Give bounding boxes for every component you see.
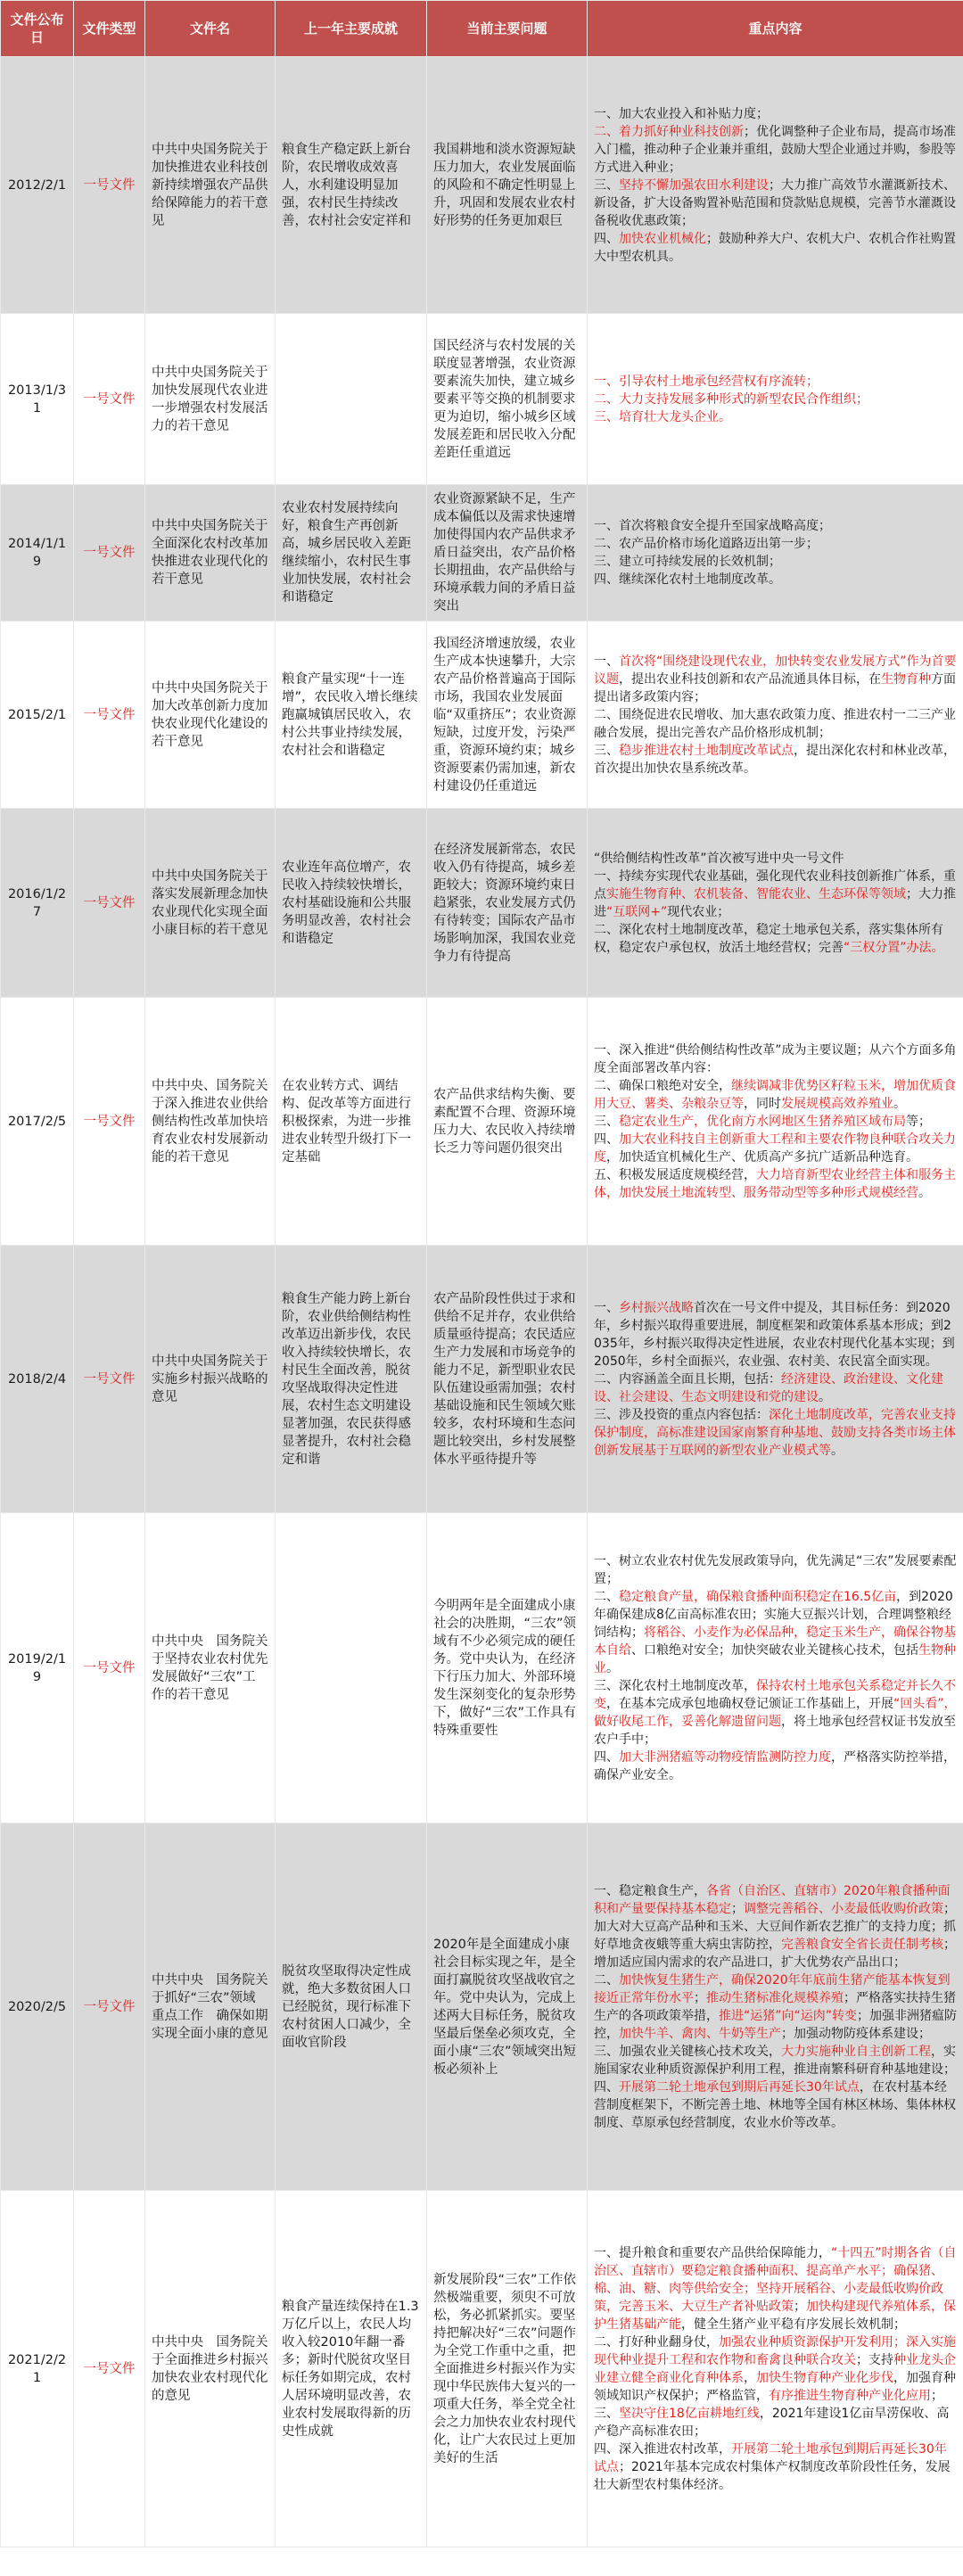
key-point-text: 三、 <box>594 2406 619 2421</box>
key-point-highlight: 大力培育新型农业经营主体和服务主体，加快发展土地流转型、服务带动型等多种形式规模经营 <box>594 1167 956 1200</box>
key-point-text: 二、围绕促进农民增收、加大惠农政策力度、推进农村一二三产业融合发展，提出完善农产品价格形成机制； <box>594 707 956 740</box>
table-header-row <box>1 1 963 57</box>
key-point-text: 一、 <box>594 1300 619 1315</box>
key-point <box>594 2333 957 2405</box>
key-point-text: 一、树立农业农村优先发展政策导向，优先满足“三农”发展要素配置； <box>594 1553 957 1586</box>
key-point-text: 三、 <box>594 743 619 758</box>
key-point-text: 等； <box>906 1114 931 1129</box>
key-point-highlight: 稳定粮食产量，确保粮食播种面积稳定在16.5亿亩 <box>619 1589 897 1604</box>
key-point-text: 二、农产品价格市场化道路迈出第一步； <box>594 537 819 551</box>
table-row <box>1 998 963 1246</box>
key-point-text: ；增加适应国内需求的农产品进口，扩大优势农产品出口； <box>594 1937 956 1970</box>
key-point <box>594 742 957 778</box>
cell-achievement: 粮食产量连续保持在1.3万亿斤以上，农民人均收入较2010年翻一番多；新时代脱贫攻坚目标任务如期完成，农村人居环境明显改善，农业农村发展取得新的历史性成就 <box>276 2191 427 2547</box>
key-point <box>594 1041 957 1077</box>
key-point <box>594 1113 957 1131</box>
cell-date: 2013/1/31 <box>1 314 74 485</box>
key-point-highlight: 加快农业机械化 <box>619 231 706 246</box>
key-point-text: ； <box>731 1901 744 1916</box>
key-point-highlight: 生物育种 <box>881 671 931 687</box>
key-point-text: ， <box>744 2370 756 2385</box>
cell-key-content <box>588 1513 963 1823</box>
key-point <box>594 230 957 266</box>
cell-name: 中共中央 国务院关于全面推进乡村振兴加快农业农村现代化的意见 <box>145 2191 276 2547</box>
key-point-text: ，在基本完成承包地确权登记颁证工作基础上，开展 <box>606 1696 893 1711</box>
key-point-highlight: “三权分置”办法。 <box>844 940 944 955</box>
key-point <box>594 1370 957 1406</box>
key-point <box>594 177 957 230</box>
key-point-text: 五、积极发展适度规模经营， <box>594 1167 756 1182</box>
key-point-text: ，加强育种领域知识产权保护；严格监管， <box>594 2370 956 2403</box>
header-problems: 当前主要问题 <box>427 1 588 57</box>
cell-type: 一号文件 <box>74 809 145 998</box>
key-point-text: 一、提升粮食和重要农产品供给保障能力， <box>594 2245 831 2260</box>
key-point <box>594 105 957 123</box>
key-point-text: 四、 <box>594 1132 619 1147</box>
key-point-highlight: 一、引导农村土地承包经营权有序流转； <box>594 374 819 389</box>
cell-key-content <box>588 2191 963 2547</box>
cell-problem: 新发展阶段“三农”工作依然极端重要，须臾不可放松，务必抓紧抓实。要坚持把解决好“三农”问题作为全党工作重中之重，把全面推进乡村振兴作为实现中华民族伟大复兴的一项重大任务，举全党全社会之力加快农业农村现代化，让广大农民过上更加美好的生活 <box>427 2191 588 2547</box>
key-point-text: ；鼓励种养大户、农机大户、农机合作社购置大中型农机具。 <box>594 231 956 264</box>
key-point-text: 一、深入推进“供给侧结构性改革”成为主要议题；从六个方面多角度全面部署改革内容： <box>594 1042 957 1075</box>
key-point-text: ；严格落实扶持生猪生产的各项政策举措， <box>594 1990 956 2023</box>
cell-type: 一号文件 <box>74 314 145 485</box>
cell-name: 中共中央国务院关于实施乡村振兴战略的意见 <box>145 1246 276 1513</box>
key-point <box>594 1552 957 1588</box>
key-point-text: 二、内容涵盖全面且长期，包括： <box>594 1371 781 1387</box>
cell-problem: 农业资源紧缺不足，生产成本偏低以及需求快速增加使得国内农产品供求矛盾日益突出，农产品价格长期扭曲，农产品供给与环境承载力间的矛盾日益突出 <box>427 485 588 621</box>
key-point-highlight: 深化土地制度改革，完善农业支持保护制度，高标准建设国家南繁育种基地、鼓励支持各类市场主体创新发展基于互联网的新型农业产业模式等 <box>594 1407 956 1458</box>
key-point-text: 三、 <box>594 177 619 193</box>
table-row <box>1 809 963 998</box>
key-point-text: ，实施国家农业种质资源保护利用工程，推进南繁科研育种基地建设； <box>594 2044 956 2077</box>
key-point-highlight: 加快恢复生猪生产，确保2020年年底前生猪产能基本恢复到接近正常年份水平 <box>594 1972 951 2005</box>
table-row <box>1 621 963 809</box>
key-point <box>594 1166 957 1202</box>
key-point-text: 四、 <box>594 1749 619 1765</box>
cell-type: 一号文件 <box>74 998 145 1246</box>
header-key: 重点内容 <box>588 1 963 57</box>
key-point-highlight: 加快牛羊、禽肉、牛奶等生产 <box>619 2026 781 2041</box>
key-point-text: 四、深入推进农村改革， <box>594 2441 731 2457</box>
cell-achievement: 农业农村发展持续向好，粮食生产再创新高，城乡居民收入差距继续缩小，农村民生事业加快发展，农村社会和谐稳定 <box>276 485 427 621</box>
key-point <box>594 1749 957 1784</box>
key-point <box>594 1882 957 1971</box>
key-point-text: ，加快适宜机械化生产、优质高产多抗广适新品种选育。 <box>606 1149 918 1165</box>
key-point-text: 二、确保口粮绝对安全， <box>594 1078 731 1093</box>
key-point-text: ；大力推进 <box>594 886 956 919</box>
key-point-text: ； <box>694 1990 706 2005</box>
key-point-text: 三、建立可持续发展的长效机制； <box>594 555 781 569</box>
key-point-highlight: 调整完善稻谷、小麦最低收购价政策 <box>744 1901 943 1916</box>
key-point-highlight: 加强农业种质资源保护开发利用；深入实施现代种业提升工程和农作物和畜禽良种联合攻关 <box>594 2334 956 2367</box>
key-point-highlight: 开展第二轮土地承包到期后再延长30年试点 <box>594 2441 947 2474</box>
key-point-highlight: 加大非洲猪瘟等动物疫情监测防控力度 <box>619 1749 831 1765</box>
key-point-highlight: 稳步推进农村土地制度改革试点 <box>619 743 794 758</box>
key-point-highlight: 种业龙头企业建立健全商业化育种体系 <box>594 2352 956 2385</box>
header-date: 文件公布日 <box>1 1 74 57</box>
key-point-text: 方面提出诸多政策内容； <box>594 671 956 704</box>
key-point-text: 二、 <box>594 1972 619 1988</box>
key-point-text: 四、 <box>594 231 619 246</box>
key-point <box>594 2405 957 2440</box>
key-point-text: ；大力推广高效节水灌溉新技术、新设备，扩大设备购置补贴范围和贷款贴息规模，完善节水灌溉设备税收优惠政策； <box>594 177 956 228</box>
key-point <box>594 1588 957 1677</box>
key-point <box>594 921 957 957</box>
key-point <box>594 850 957 868</box>
key-point-text: 。 <box>606 1660 619 1675</box>
cell-key-content <box>588 57 963 314</box>
key-point-highlight: “十四五”时期各省（自治区、直辖市）要稳定粮食播种面积、提高单产水平；确保猪、棉、油、糖、肉等供给安全；坚持开展稻谷、小麦最低收购价政策，完善玉米、大豆生产者补贴政策 <box>594 2245 957 2314</box>
key-point-text: 二、深化农村土地制度改革，稳定土地承包关系，落实集体所有权，稳定农户承包权，放活土地经营权；完善 <box>594 922 943 955</box>
cell-name: 中共中央国务院关于加快发展现代农业进一步增强农村发展活力的若干意见 <box>145 314 276 485</box>
key-point-highlight: 加大农业科技自主创新重大工程和主要农作物良种联合攻关力度 <box>594 1132 956 1165</box>
table-row <box>1 1246 963 1513</box>
key-point <box>594 2244 957 2333</box>
cell-problem: 2020年是全面建成小康社会目标实现之年，是全面打赢脱贫攻坚战收官之年。党中央认为，完成上述两大目标任务，脱贫攻坚最后堡垒必须攻克，全面小康“三农”领域突出短板必须补上 <box>427 1823 588 2191</box>
cell-name: 中共中央国务院关于全面深化农村改革加快推进农业现代化的若干意见 <box>145 485 276 621</box>
table-row <box>1 57 963 314</box>
key-point-highlight: 将稻谷、小麦作为必保品种，稳定玉米生产，确保谷物基本自给 <box>594 1625 956 1658</box>
key-point-text: 。 <box>918 1185 931 1200</box>
cell-key-content <box>588 621 963 809</box>
key-point <box>594 517 957 535</box>
key-point-text: 一、稳定粮食生产， <box>594 1883 706 1898</box>
cell-problem: 我国经济增速放缓，农业生产成本快速攀升，大宗农产品价格普遍高于国际市场，我国农业发展面临“双重挤压”；农业资源短缺，过度开发，污染严重，资源环境约束；城乡资源要素仍需加速，新农村建设仍任重道远 <box>427 621 588 809</box>
cell-date: 2016/1/27 <box>1 809 74 998</box>
key-point-text: ；加强非洲猪瘟防控， <box>594 2008 958 2041</box>
key-point-text: 一、持续夯实现代农业基础，强化现代农业科技创新推广体系，重点 <box>594 868 956 901</box>
key-point-text: 三、 <box>594 1114 619 1129</box>
key-point <box>594 1677 957 1749</box>
cell-key-content <box>588 1246 963 1513</box>
cell-type: 一号文件 <box>74 1513 145 1823</box>
key-point-highlight: 加快构建现代养殖体系，保护生猪基础产能 <box>594 2299 956 2332</box>
key-point-highlight: 二、着力抓好种业科技创新 <box>594 124 744 139</box>
cell-name: 中共中央、国务院关于深入推进农业供给侧结构性改革加快培育农业农村发展新动能的若干意见 <box>145 998 276 1246</box>
cell-type: 一号文件 <box>74 57 145 314</box>
key-point <box>594 553 957 571</box>
key-point-text: 四、继续深化农村土地制度改革。 <box>594 572 781 587</box>
cell-name: 中共中央国务院关于落实发展新理念加快农业现代化实现全面小康目标的若干意见 <box>145 809 276 998</box>
key-point-text: 三、深化农村土地制度改革， <box>594 1678 756 1693</box>
key-point-text: ，提出深化农村和林业改革，首次提出加快农垦系统改革。 <box>594 743 956 776</box>
key-point-highlight: 乡村振兴战略 <box>619 1300 694 1315</box>
key-point-text: ，2021年建设1亿亩旱涝保收、高产稳产高标准农田； <box>594 2406 950 2439</box>
header-last-year: 上一年主要成就 <box>276 1 427 57</box>
cell-achievement: 粮食生产能力跨上新台阶，农业供给侧结构性改革迈出新步伐，农民收入持续较快增长，农村民生全面改善，脱贫攻坚战取得决定性进展，农村生态文明建设显著加强，农民获得感显著提升，农村社会稳定和谐 <box>276 1246 427 1513</box>
key-point <box>594 408 957 426</box>
cell-date: 2020/2/5 <box>1 1823 74 2191</box>
cell-achievement: 在农业转方式、调结构、促改革等方面进行积极探索，为进一步推进农业转型升级打下一定基础 <box>276 998 427 1246</box>
cell-problem: 农产品阶段性供过于求和供给不足并存，农业供给质量亟待提高；农民适应生产力发展和市场竞争的能力不足，新型职业农民队伍建设亟需加强；农村基础设施和民生领域欠账较多，农村环境和生态问题比较突出，乡村发展整体水平亟待提升等 <box>427 1246 588 1513</box>
key-point-highlight: “回头看”，做好收尾工作，妥善化解遗留问题 <box>594 1696 957 1729</box>
key-point-text: 一、 <box>594 654 619 669</box>
key-point <box>594 1406 957 1460</box>
key-point-highlight: 二、大力支持发展多种形式的新型农民合作组织； <box>594 391 868 407</box>
key-point-text: ；优化调整种子企业布局，提高市场准入门槛，推动种子企业兼并重组，鼓励大型企业通过并购，参股等方式进入种业； <box>594 124 956 175</box>
header-type: 文件类型 <box>74 1 145 57</box>
key-point-text: 二、 <box>594 1589 619 1604</box>
cell-key-content <box>588 1823 963 2191</box>
key-point-highlight: 实施生物育种、农机装备、智能农业、生态环保等领域 <box>606 886 906 901</box>
cell-problem: 今明两年是全面建成小康社会的决胜期，“三农”领域有不少必须完成的硬任务。党中央认为，在经济下行压力加大、外部环境发生深刻变化的复杂形势下，做好“三农”工作具有特殊重要性 <box>427 1513 588 1823</box>
key-point-highlight: 推动生猪标准化规模养殖 <box>706 1990 844 2005</box>
key-point-highlight: 首次将“围绕建设现代农业，加快转变农业发展方式”作为首要议题 <box>594 654 957 687</box>
key-point-text: ； <box>931 2388 943 2403</box>
cell-achievement: 脱贫攻坚取得决定性成就，绝大多数贫困人口已经脱贫，现行标准下农村贫困人口减少，全面收官阶段 <box>276 1823 427 2191</box>
cell-achievement: 粮食产量实现“十一连增”，农民收入增长继续跑赢城镇居民收入，农村公共事业持续发展，农村社会和谐稳定 <box>276 621 427 809</box>
table-row <box>1 1823 963 2191</box>
cell-type: 一号文件 <box>74 2191 145 2547</box>
key-point-highlight: 加快生物育种产业化步伐 <box>756 2370 893 2385</box>
cell-date: 2019/2/19 <box>1 1513 74 1823</box>
cell-name: 中共中央 国务院关于坚持农业农村优先发展做好“三农”工作的若干意见 <box>145 1513 276 1823</box>
key-point-text: ，在农村基本经营制度框架下，不断完善土地、林地等全国有林区林场、集体林权制度、草原承包经营制度，农业水价等改革。 <box>594 2079 956 2130</box>
key-point <box>594 1299 957 1370</box>
key-point-highlight: 有序推进生物育种产业化应用 <box>769 2388 931 2403</box>
cell-problem: 在经济发展新常态，农民收入仍有待提高，城乡差距较大；资源环境约束日趋紧张，农业发展方式仍有待转变；国际农产品市场影响加深，我国农业竞争力有待提高 <box>427 809 588 998</box>
key-point <box>594 1077 957 1113</box>
cell-name: 中共中央 国务院关于抓好“三农”领域重点工作 确保如期实现全面小康的意见 <box>145 1823 276 2191</box>
key-point-text: 首次在一号文件中提及，其目标任务：到2020年，乡村振兴取得重要进展，制度框架和政策体系基本形成；到2035年，乡村振兴取得决定性进展，农业农村现代化基本实现；到2050年，乡村全面振兴，农业强、农村美、农民富全面实现。 <box>594 1300 955 1369</box>
key-point-highlight: 经济建设、政治建设、文化建设、社会建设、生态文明建设和党的建设 <box>594 1371 943 1404</box>
key-point <box>594 123 957 177</box>
key-point-highlight: 坚持不懈加强农田水利建设 <box>619 177 769 193</box>
cell-key-content <box>588 998 963 1246</box>
key-point-text: ，到2020年确保建成8亿亩高标准农田；实施大豆振兴计划，合理调整粮经饲结构； <box>594 1589 953 1640</box>
cell-type: 一号文件 <box>74 1246 145 1513</box>
cell-problem: 农产品供求结构失衡、要素配置不合理、资源环境压力大、农民收入持续增长乏力等问题仍很突出 <box>427 998 588 1246</box>
table-row <box>1 1513 963 1823</box>
key-point-text: ，严格落实防控举措，确保产业安全。 <box>594 1749 956 1782</box>
cell-type: 一号文件 <box>74 1823 145 2191</box>
key-point-text: ； <box>794 2299 806 2314</box>
key-point-highlight: 三、培育壮大龙头企业。 <box>594 409 731 424</box>
key-point-text: 。 <box>831 1443 844 1458</box>
cell-date: 2015/2/1 <box>1 621 74 809</box>
key-point-text: ；2021年基本完成农村集体产权制度改革阶段性任务，发展壮大新型农村集体经济。 <box>594 2459 951 2492</box>
key-point-text: 三、加强农业关键核心技术攻关， <box>594 2044 781 2059</box>
cell-achievement: 粮食生产稳定跃上新台阶，农民增收成效喜人，水利建设明显加强，农村民生持续改善，农村社会安定祥和 <box>276 57 427 314</box>
cell-name: 中共中央国务院关于加快推进农业科技创新持续增强农产品供给保障能力的若干意见 <box>145 57 276 314</box>
key-point-text: 一、首次将粮食安全提升至国家战略高度； <box>594 519 831 533</box>
cell-key-content <box>588 485 963 621</box>
table-row <box>1 314 963 485</box>
key-point-highlight: 开展第二轮土地承包到期后再延长30年试点 <box>619 2079 860 2095</box>
cell-achievement: 农业连年高位增产，农民收入持续较快增长，农村基础设施和公共服务明显改善，农村社会和谐稳定 <box>276 809 427 998</box>
key-point-text: 。 <box>819 1389 831 1404</box>
key-point <box>594 653 957 706</box>
key-point <box>594 706 957 742</box>
key-point-text: 一、加大农业投入和补贴力度； <box>594 106 769 121</box>
key-point <box>594 868 957 921</box>
key-point-highlight: 完善粮食安全省长责任制考核 <box>781 1937 943 1952</box>
key-point-text: 三、涉及投资的重点内容包括： <box>594 1407 769 1422</box>
key-point-text: 。 <box>893 1096 906 1111</box>
key-point-highlight: 保持农村土地承包关系稳定并长久不变 <box>594 1678 956 1711</box>
key-point-text: 四、 <box>594 2079 619 2095</box>
header-name: 文件名 <box>145 1 276 57</box>
table-row <box>1 485 963 621</box>
key-point <box>594 2440 957 2494</box>
key-point <box>594 1971 957 2043</box>
cell-date: 2018/2/4 <box>1 1246 74 1513</box>
key-point <box>594 2078 957 2132</box>
cell-name: 中共中央国务院关于加大改革创新力度加快农业现代化建设的若干意见 <box>145 621 276 809</box>
key-point <box>594 1131 957 1166</box>
key-point-text: ；加大对大豆高产品种和玉米、大豆间作新农艺推广的支持力度；抓好草地贪夜蛾等重大病虫害防控， <box>594 1901 956 1952</box>
cell-problem: 我国耕地和淡水资源短缺压力加大，农业发展面临的风险和不确定性明显上升，巩固和发展农业农村好形势的任务更加艰巨 <box>427 57 588 314</box>
key-point-text: “供给侧结构性改革”首次被写进中央一号文件 <box>594 851 844 866</box>
key-point <box>594 2043 957 2078</box>
cell-key-content <box>588 314 963 485</box>
key-point-text: ，同时 <box>744 1096 781 1111</box>
cell-problem: 国民经济与农村发展的关联度显著增强，农业资源要素流失加快，建立城乡要素平等交换的机制要求更为迫切，缩小城乡区域发展差距和居民收入分配差距任重道远 <box>427 314 588 485</box>
cell-date: 2017/2/5 <box>1 998 74 1246</box>
key-point-text: 二、打好种业翻身仗， <box>594 2334 719 2350</box>
table-row <box>1 2191 963 2547</box>
cell-date: 2014/1/19 <box>1 485 74 621</box>
key-point-highlight: 稳定农业生产，优化南方水网地区生猪养殖区域布局 <box>619 1114 906 1129</box>
key-point <box>594 391 957 408</box>
key-point-text: 、口粮绝对安全；加快突破农业关键核心技术，包括 <box>631 1642 918 1658</box>
key-point-text: ；加强动物防疫体系建设； <box>781 2026 931 2041</box>
key-point-highlight: 坚决守住18亿亩耕地红线 <box>619 2406 760 2421</box>
key-point <box>594 571 957 588</box>
cell-type: 一号文件 <box>74 485 145 621</box>
key-point <box>594 373 957 391</box>
key-point-highlight: 各省（自治区、直辖市）2020年粮食播种面积和产量要保持基本稳定 <box>594 1883 951 1916</box>
key-point-highlight: 大力实施种业自主创新工程 <box>781 2044 931 2059</box>
key-point-text: ；支持 <box>856 2352 893 2367</box>
key-point-text: 现代农业； <box>667 904 730 919</box>
key-point <box>594 535 957 553</box>
cell-achievement <box>276 314 427 485</box>
cell-date: 2012/2/1 <box>1 57 74 314</box>
cell-achievement <box>276 1513 427 1823</box>
key-point-highlight: 推进“运猪”向“运肉”转变 <box>719 2008 858 2023</box>
key-point-highlight: 发展规模高效养殖业 <box>781 1096 893 1111</box>
key-point-highlight: 生物种业 <box>594 1642 956 1675</box>
cell-type: 一号文件 <box>74 621 145 809</box>
key-point-highlight: 继续调减非优势区籽粒玉米，增加优质食用大豆、薯类、杂粮杂豆等 <box>594 1078 956 1111</box>
key-point-highlight: “互联网+” <box>606 904 668 919</box>
key-point-text: ，将土地承包经营权证书发放至农户手中； <box>594 1714 956 1747</box>
cell-key-content <box>588 809 963 998</box>
cell-date: 2021/2/21 <box>1 2191 74 2547</box>
key-point-text: ，提出农业科技创新和农产品流通具体目标，在 <box>619 671 881 687</box>
key-point-text: ，健全生猪产业平稳有序发展长效机制； <box>681 2317 906 2332</box>
